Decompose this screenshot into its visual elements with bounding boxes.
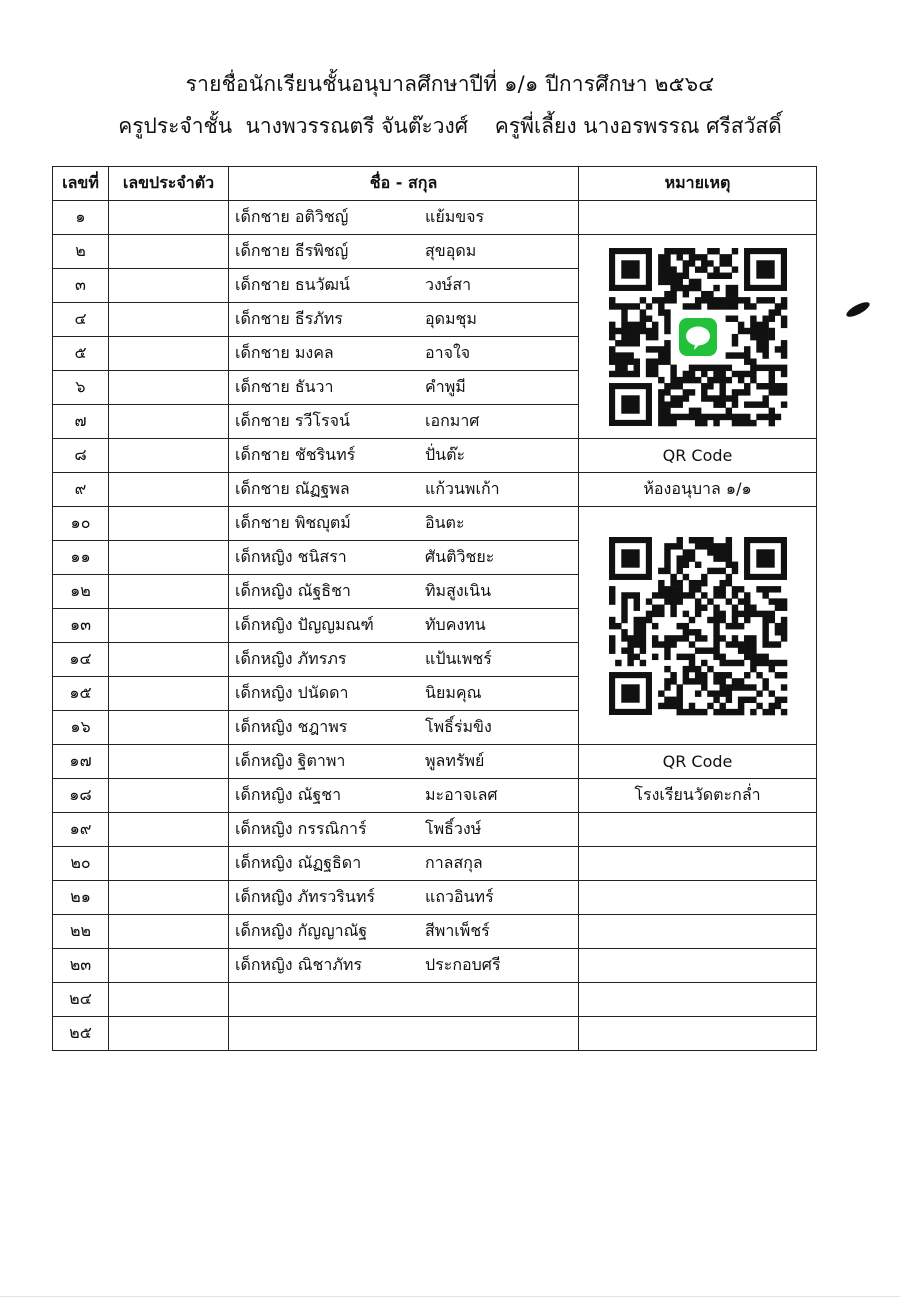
row-number: ๒๒ bbox=[53, 915, 109, 949]
table-row bbox=[53, 949, 817, 983]
qr2-caption-text: โรงเรียนวัดตะกล่ำ bbox=[634, 785, 761, 804]
student-id-cell bbox=[109, 541, 229, 575]
table-header-row bbox=[53, 167, 817, 201]
table-row bbox=[53, 473, 817, 507]
student-first-name: เด็กหญิง กัญญาณัฐ bbox=[235, 921, 368, 940]
student-last-name: โพธิ์ร่มขิง bbox=[425, 717, 492, 736]
pen-mark bbox=[844, 299, 871, 319]
teacher-line bbox=[0, 110, 900, 143]
student-first-name: เด็กชาย ธีรพิชญ์ bbox=[235, 241, 349, 260]
student-first-name: เด็กชาย ธันวา bbox=[235, 377, 334, 396]
student-first-name: เด็กหญิง กรรณิการ์ bbox=[235, 819, 367, 838]
student-last-name: โพธิ์วงษ์ bbox=[425, 819, 482, 838]
student-name-cell bbox=[229, 507, 579, 541]
student-first-name: เด็กชาย ณัฏฐพล bbox=[235, 479, 350, 498]
row-number: ๔ bbox=[53, 303, 109, 337]
document-title: รายชื่อนักเรียนชั้นอนุบาลศึกษาปีที่ ๑/๑ ปีการศึกษา ๒๕๖๔ bbox=[185, 72, 715, 96]
note-cell bbox=[579, 1017, 817, 1051]
student-last-name: ปั่นต๊ะ bbox=[425, 445, 466, 464]
student-first-name: เด็กหญิง ภัทรวรินทร์ bbox=[235, 887, 375, 906]
student-id-cell bbox=[109, 235, 229, 269]
student-last-name: เอกมาศ bbox=[425, 411, 480, 430]
student-id-cell bbox=[109, 473, 229, 507]
student-first-name: เด็กหญิง ณัฐชา bbox=[235, 785, 342, 804]
student-first-name: เด็กชาย ธีรภัทร bbox=[235, 309, 343, 328]
student-first-name: เด็กหญิง ณัฏฐธิดา bbox=[235, 853, 362, 872]
row-number: ๒๐ bbox=[53, 847, 109, 881]
student-last-name: วงษ์สา bbox=[425, 275, 472, 294]
note-cell bbox=[579, 201, 817, 235]
student-name-cell bbox=[229, 405, 579, 439]
scan-edge-line bbox=[0, 1296, 900, 1297]
qr-code-line-icon bbox=[605, 244, 791, 430]
student-last-name: แถวอินทร์ bbox=[425, 887, 494, 906]
student-id-cell bbox=[109, 643, 229, 677]
student-id-cell bbox=[109, 779, 229, 813]
student-name-cell bbox=[229, 575, 579, 609]
qr-cell-class bbox=[579, 235, 817, 439]
student-name-cell bbox=[229, 541, 579, 575]
student-id-cell bbox=[109, 983, 229, 1017]
student-id-cell bbox=[109, 303, 229, 337]
row-number: ๒ bbox=[53, 235, 109, 269]
student-last-name: สีพาเพ็ชร์ bbox=[425, 921, 490, 940]
student-first-name: เด็กชาย อติวิชญ์ bbox=[235, 207, 349, 226]
note-cell bbox=[579, 813, 817, 847]
row-number: ๙ bbox=[53, 473, 109, 507]
row-number: ๑๖ bbox=[53, 711, 109, 745]
table-row bbox=[53, 881, 817, 915]
row-number: ๒๑ bbox=[53, 881, 109, 915]
student-name-cell bbox=[229, 473, 579, 507]
qr-code-icon bbox=[605, 533, 791, 719]
student-name-cell bbox=[229, 201, 579, 235]
student-first-name: เด็กหญิง ณัฐธิชา bbox=[235, 581, 351, 600]
student-last-name: สุขอุดม bbox=[425, 241, 477, 260]
student-first-name: เด็กชาย พิชญุตม์ bbox=[235, 513, 351, 532]
table-row bbox=[53, 439, 817, 473]
student-id-cell bbox=[109, 371, 229, 405]
table-row bbox=[53, 779, 817, 813]
student-first-name: เด็กหญิง ปัญญมณฑ์ bbox=[235, 615, 374, 634]
student-first-name: เด็กหญิง ปนัดดา bbox=[235, 683, 349, 702]
student-name-cell bbox=[229, 745, 579, 779]
student-id-cell bbox=[109, 881, 229, 915]
student-last-name: ประกอบศรี bbox=[425, 955, 501, 974]
student-id-cell bbox=[109, 609, 229, 643]
student-first-name: เด็กหญิง ณิชาภัทร bbox=[235, 955, 362, 974]
student-name-cell bbox=[229, 711, 579, 745]
student-id-cell bbox=[109, 439, 229, 473]
student-last-name: อาจใจ bbox=[425, 343, 471, 362]
student-name-cell bbox=[229, 609, 579, 643]
note-cell bbox=[579, 915, 817, 949]
qr1-caption bbox=[579, 473, 817, 507]
qr2-label bbox=[579, 745, 817, 779]
student-id-cell bbox=[109, 711, 229, 745]
row-number: ๖ bbox=[53, 371, 109, 405]
header-note: หมายเหตุ bbox=[579, 167, 817, 201]
student-last-name: กาลสกุล bbox=[425, 853, 483, 872]
student-id-cell bbox=[109, 745, 229, 779]
row-number: ๑๑ bbox=[53, 541, 109, 575]
note-cell bbox=[579, 881, 817, 915]
student-name-cell bbox=[229, 439, 579, 473]
header-name: ชื่อ - สกุล bbox=[229, 167, 579, 201]
row-number: ๑๙ bbox=[53, 813, 109, 847]
row-number: ๘ bbox=[53, 439, 109, 473]
qr2-label-text: QR Code bbox=[662, 752, 733, 771]
student-id-cell bbox=[109, 575, 229, 609]
qr-cell-school bbox=[579, 507, 817, 745]
note-cell bbox=[579, 983, 817, 1017]
student-first-name: เด็กชาย ธนวัฒน์ bbox=[235, 275, 350, 294]
student-last-name: ทิมสูงเนิน bbox=[425, 581, 492, 600]
student-name-cell bbox=[229, 915, 579, 949]
student-last-name: ศันติวิชยะ bbox=[425, 547, 495, 566]
row-number: ๑๐ bbox=[53, 507, 109, 541]
student-last-name: แป้นเพชร์ bbox=[425, 649, 492, 668]
table-row bbox=[53, 201, 817, 235]
student-name-cell bbox=[229, 337, 579, 371]
student-table bbox=[52, 166, 817, 1051]
student-name-cell bbox=[229, 983, 579, 1017]
assistant-label: ครูพี่เลี้ยง นางอรพรรณ ศรีสวัสดิ์ bbox=[494, 114, 782, 138]
header-student-id: เลขประจำตัว bbox=[109, 167, 229, 201]
qr2-caption bbox=[579, 779, 817, 813]
row-number: ๑ bbox=[53, 201, 109, 235]
student-last-name: คำพูมี bbox=[425, 377, 466, 396]
student-name-cell bbox=[229, 881, 579, 915]
table-row bbox=[53, 847, 817, 881]
row-number: ๕ bbox=[53, 337, 109, 371]
student-last-name: ทับคงทน bbox=[425, 615, 486, 634]
note-cell bbox=[579, 949, 817, 983]
row-number: ๑๔ bbox=[53, 643, 109, 677]
row-number: ๑๓ bbox=[53, 609, 109, 643]
row-number: ๗ bbox=[53, 405, 109, 439]
row-number: ๑๒ bbox=[53, 575, 109, 609]
student-first-name: เด็กชาย มงคล bbox=[235, 343, 334, 362]
homeroom-label: ครูประจำชั้น นางพวรรณตรี จันต๊ะวงศ์ bbox=[118, 114, 469, 138]
row-number: ๒๓ bbox=[53, 949, 109, 983]
student-first-name: เด็กชาย รวีโรจน์ bbox=[235, 411, 350, 430]
table-row bbox=[53, 983, 817, 1017]
student-name-cell bbox=[229, 677, 579, 711]
student-name-cell bbox=[229, 235, 579, 269]
table-row bbox=[53, 915, 817, 949]
table-row bbox=[53, 507, 817, 541]
student-first-name: เด็กหญิง ชฎาพร bbox=[235, 717, 348, 736]
student-name-cell bbox=[229, 847, 579, 881]
student-first-name: เด็กหญิง ภัทรภร bbox=[235, 649, 347, 668]
row-number: ๑๗ bbox=[53, 745, 109, 779]
qr1-caption-text: ห้องอนุบาล ๑/๑ bbox=[643, 479, 752, 498]
row-number: ๒๔ bbox=[53, 983, 109, 1017]
student-id-cell bbox=[109, 813, 229, 847]
student-name-cell bbox=[229, 643, 579, 677]
student-first-name: เด็กหญิง ฐิตาพา bbox=[235, 751, 346, 770]
student-first-name: เด็กชาย ชัชรินทร์ bbox=[235, 445, 356, 464]
student-last-name: แก้วนพเก้า bbox=[425, 479, 500, 498]
table-body bbox=[53, 201, 817, 1051]
student-name-cell bbox=[229, 1017, 579, 1051]
qr1-label bbox=[579, 439, 817, 473]
student-id-cell bbox=[109, 1017, 229, 1051]
student-last-name: อุดมชุม bbox=[425, 309, 477, 328]
student-name-cell bbox=[229, 269, 579, 303]
student-last-name: นิยมคุณ bbox=[425, 683, 482, 702]
student-name-cell bbox=[229, 813, 579, 847]
note-cell bbox=[579, 847, 817, 881]
student-id-cell bbox=[109, 507, 229, 541]
student-first-name: เด็กหญิง ชนิสรา bbox=[235, 547, 347, 566]
student-name-cell bbox=[229, 303, 579, 337]
qr1-label-text: QR Code bbox=[662, 446, 733, 465]
student-id-cell bbox=[109, 677, 229, 711]
student-id-cell bbox=[109, 337, 229, 371]
row-number: ๑๘ bbox=[53, 779, 109, 813]
student-last-name: อินตะ bbox=[425, 513, 465, 532]
row-number: ๑๕ bbox=[53, 677, 109, 711]
student-id-cell bbox=[109, 405, 229, 439]
table-row bbox=[53, 1017, 817, 1051]
student-name-cell bbox=[229, 949, 579, 983]
table-row bbox=[53, 235, 817, 269]
student-id-cell bbox=[109, 201, 229, 235]
student-id-cell bbox=[109, 847, 229, 881]
student-id-cell bbox=[109, 915, 229, 949]
header-no: เลขที่ bbox=[53, 167, 109, 201]
student-id-cell bbox=[109, 269, 229, 303]
table-row bbox=[53, 745, 817, 779]
student-name-cell bbox=[229, 371, 579, 405]
student-name-cell bbox=[229, 779, 579, 813]
row-number: ๒๕ bbox=[53, 1017, 109, 1051]
student-last-name: มะอาจเลศ bbox=[425, 785, 498, 804]
student-id-cell bbox=[109, 949, 229, 983]
student-last-name: พูลทรัพย์ bbox=[425, 751, 485, 770]
row-number: ๓ bbox=[53, 269, 109, 303]
student-last-name: แย้มขจร bbox=[425, 207, 485, 226]
table-row bbox=[53, 813, 817, 847]
